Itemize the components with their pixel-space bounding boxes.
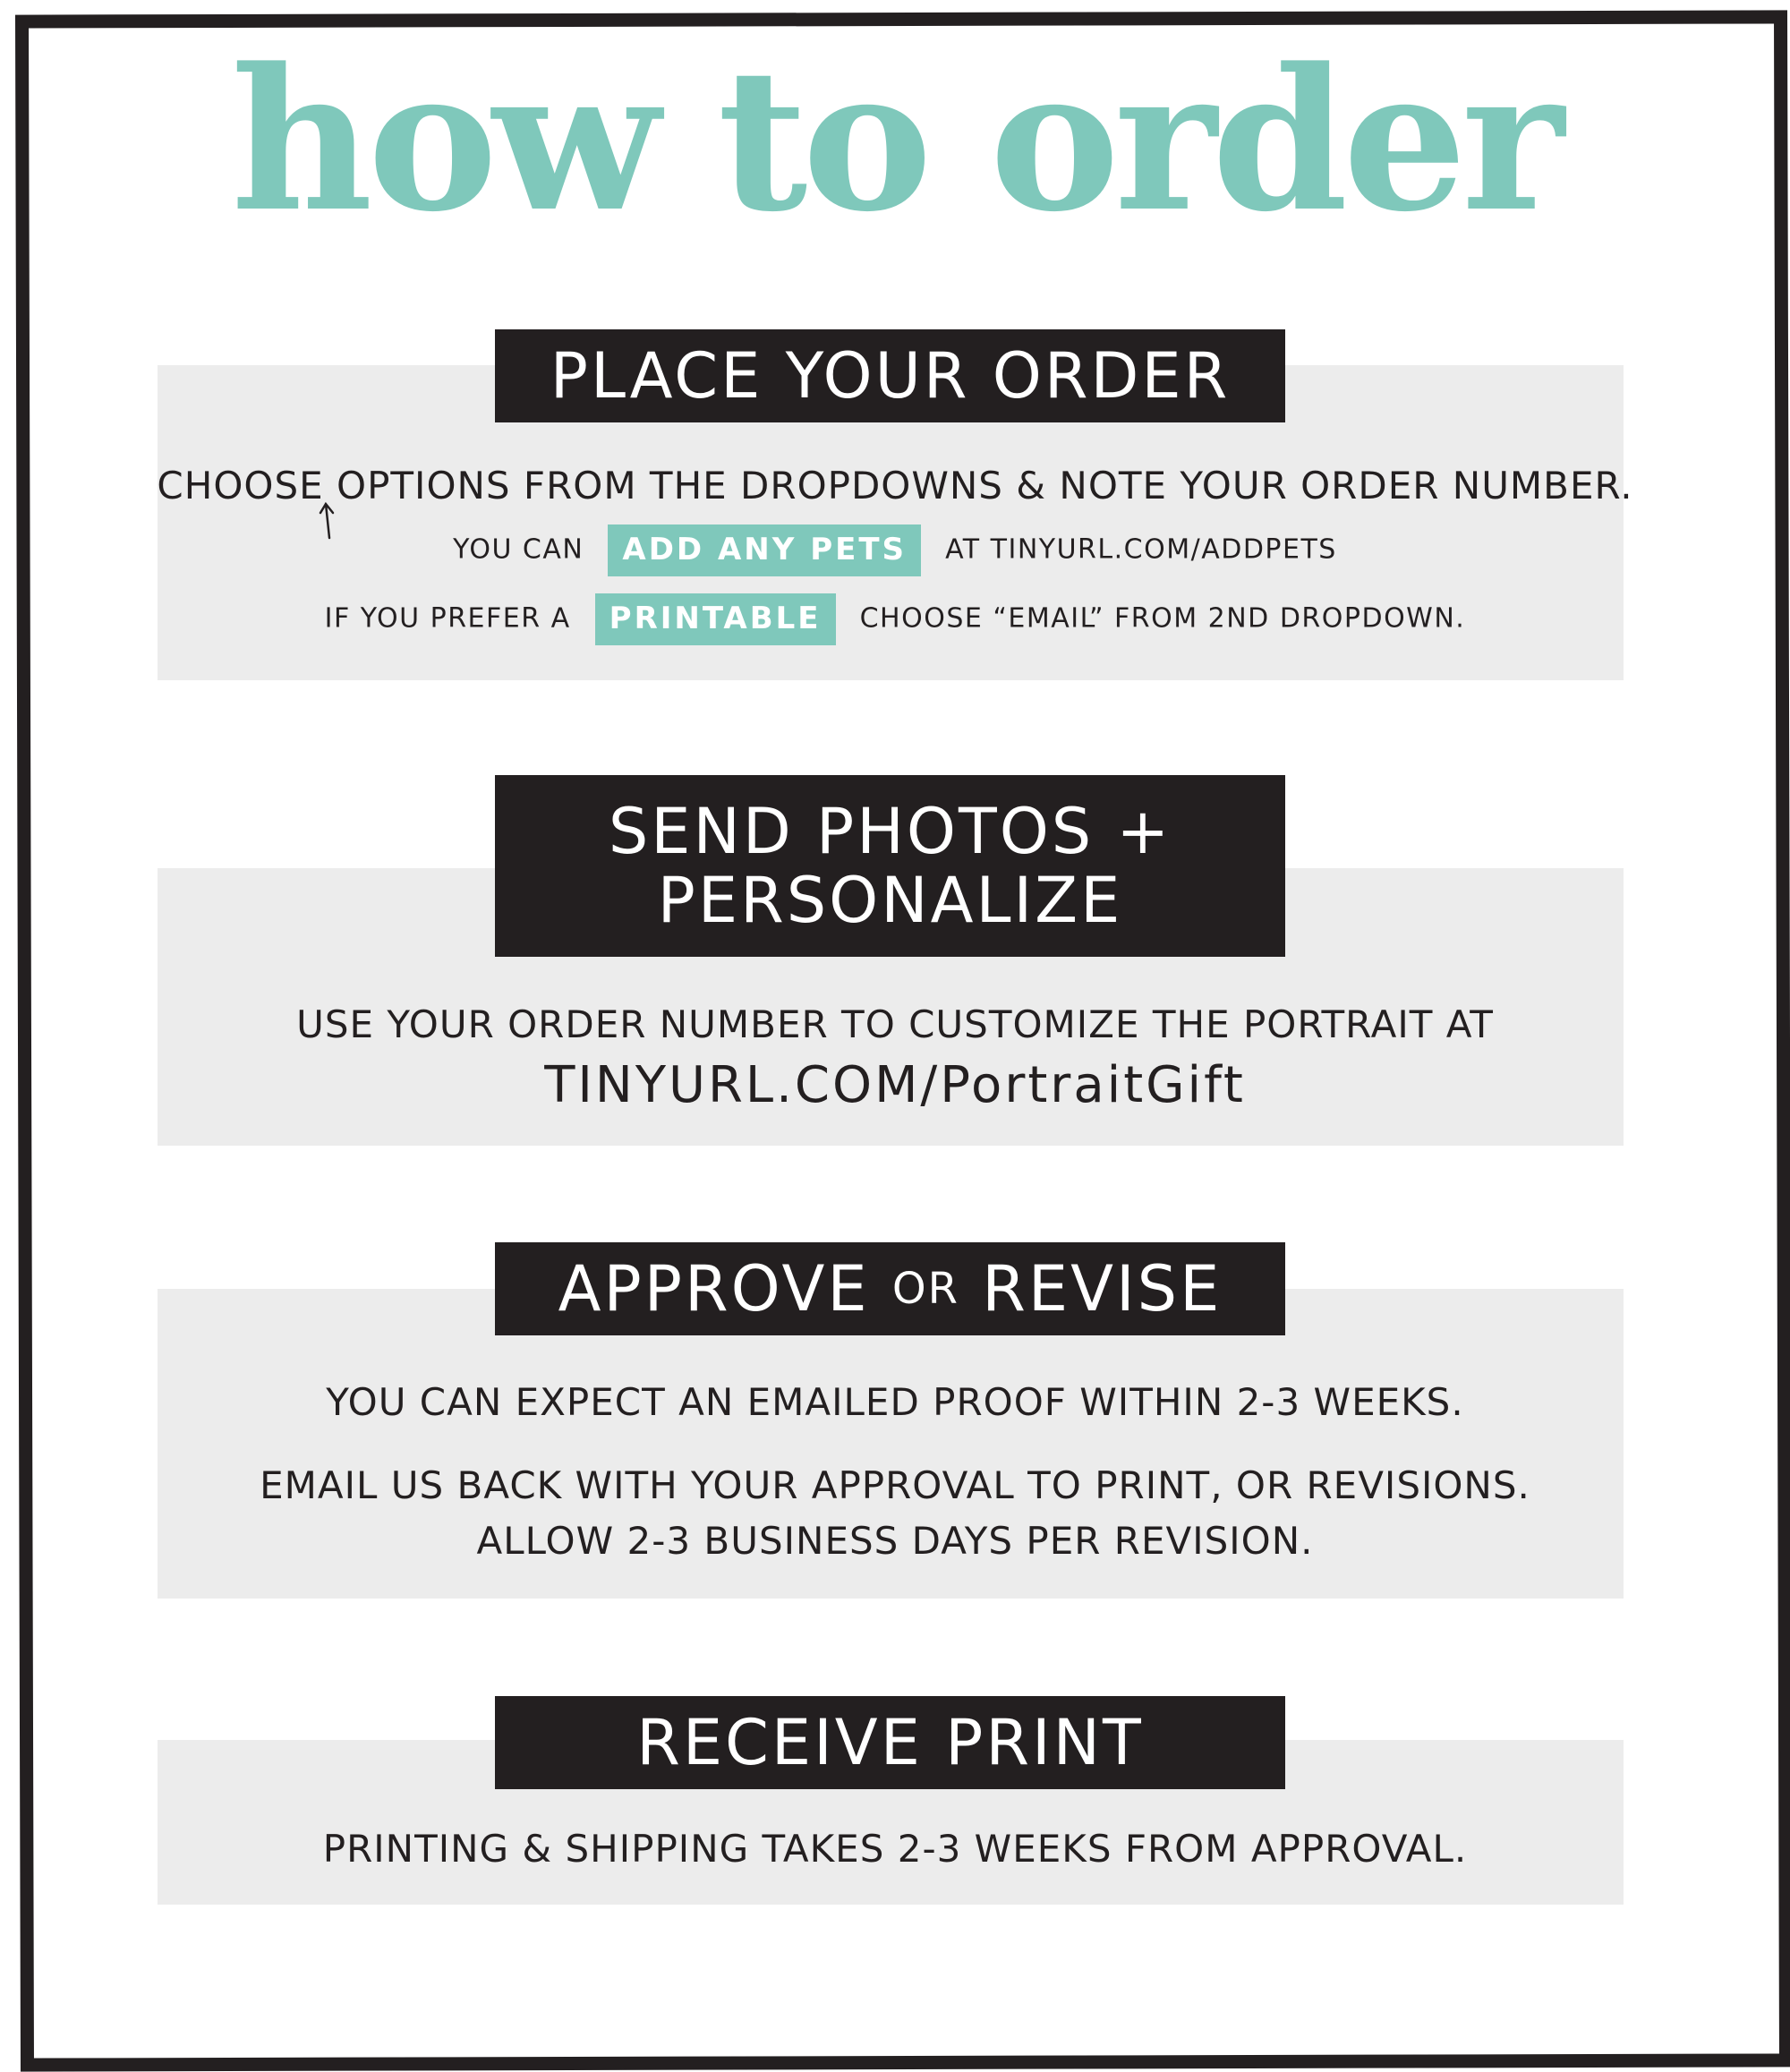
portrait-gift-url: TINYURL.COM/PortraitGift: [544, 1056, 1246, 1114]
step-place-order-heading: PLACE YOUR ORDER: [495, 329, 1285, 422]
step-send-photos-heading: [495, 775, 1285, 957]
step-receive-print-heading: RECEIVE PRINT: [495, 1696, 1285, 1789]
proof-timing-text: YOU CAN EXPECT AN EMAILED PROOF WITHIN 2-3 WEEKS.: [326, 1380, 1464, 1424]
add-pets-prefix: YOU CAN: [453, 533, 584, 566]
send-photos-heading-line1: SEND PHOTOS +: [608, 794, 1172, 868]
add-pets-suffix: AT TINYURL.COM/ADDPETS: [945, 533, 1337, 566]
instruction-rest: OPTIONS FROM THE DROPDOWNS & NOTE YOUR ORDER NUMBER.: [337, 464, 1633, 507]
customize-instruction: USE YOUR ORDER NUMBER TO CUSTOMIZE THE PORTRAIT AT: [296, 1002, 1494, 1046]
printable-prefix: IF YOU PREFER A: [324, 602, 571, 635]
page-title: how to order: [231, 26, 1559, 255]
printable-pill: PRINTABLE: [595, 593, 836, 645]
or-word: OR: [891, 1263, 959, 1314]
add-pets-pill: ADD ANY PETS: [608, 524, 921, 576]
send-photos-heading-line2: PERSONALIZE: [657, 863, 1123, 937]
shipping-timing-text: PRINTING & SHIPPING TAKES 2-3 WEEKS FROM APPROVAL.: [322, 1827, 1468, 1871]
revision-timing-text: ALLOW 2-3 BUSINESS DAYS PER REVISION.: [476, 1519, 1314, 1563]
printable-suffix: CHOOSE “EMAIL” FROM 2ND DROPDOWN.: [859, 602, 1466, 635]
revise-word: REVISE: [982, 1251, 1223, 1326]
approve-word: APPROVE: [558, 1251, 870, 1326]
instruction-choose: CHOOSE: [157, 464, 324, 507]
add-pets-line: [0, 524, 1790, 576]
step-place-order-instruction: [0, 464, 1790, 507]
step-approve-heading: [495, 1242, 1285, 1335]
approval-instructions-text: EMAIL US BACK WITH YOUR APPROVAL TO PRINT, OR REVISIONS.: [260, 1463, 1530, 1507]
printable-line: [0, 593, 1790, 645]
